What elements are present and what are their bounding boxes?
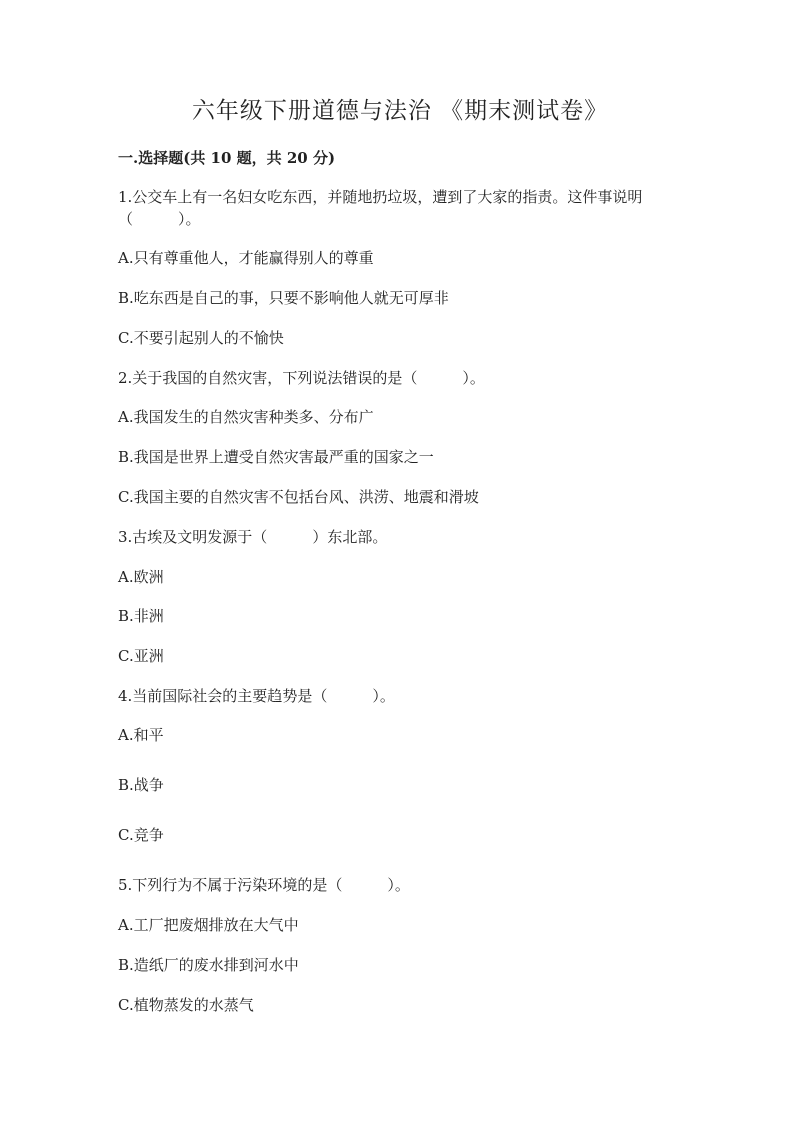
section-heading: 一.选择题(共 10 题，共 20 分) xyxy=(118,149,336,167)
question-1-text: 1.公交车上有一名妇女吃东西，并随地扔垃圾，遭到了大家的指责。这件事说明（ ）。 xyxy=(118,188,643,228)
question-5-option-c: C.植物蒸发的水蒸气 xyxy=(118,996,254,1014)
question-5-option-a: A.工厂把废烟排放在大气中 xyxy=(118,916,299,934)
question-5-option-b: B.造纸厂的废水排到河水中 xyxy=(118,956,299,974)
question-2-option-b: B.我国是世界上遭受自然灾害最严重的国家之一 xyxy=(118,448,434,466)
question-1-option-c: C.不要引起别人的不愉快 xyxy=(118,329,284,347)
question-4-option-c: C.竞争 xyxy=(118,826,164,844)
question-2-option-a: A.我国发生的自然灾害种类多、分布广 xyxy=(118,408,374,426)
question-2-text: 2.关于我国的自然灾害，下列说法错误的是（ ）。 xyxy=(118,369,485,387)
question-3-option-a: A.欧洲 xyxy=(118,568,164,586)
question-1-option-a: A.只有尊重他人，才能赢得别人的尊重 xyxy=(118,249,374,267)
question-3-option-c: C.亚洲 xyxy=(118,647,164,665)
question-3-text: 3.古埃及文明发源于（ ）东北部。 xyxy=(118,528,388,546)
question-4-option-a: A.和平 xyxy=(118,726,164,744)
question-4-text: 4.当前国际社会的主要趋势是（ ）。 xyxy=(118,687,395,705)
question-5-text: 5.下列行为不属于污染环境的是（ ）。 xyxy=(118,876,410,894)
question-1-option-b: B.吃东西是自己的事，只要不影响他人就无可厚非 xyxy=(118,289,449,307)
question-4-option-b: B.战争 xyxy=(118,776,164,794)
question-2-option-c: C.我国主要的自然灾害不包括台风、洪涝、地震和滑坡 xyxy=(118,488,479,506)
question-3-option-b: B.非洲 xyxy=(118,607,164,625)
page-title: 六年级下册道德与法治 《期末测试卷》 xyxy=(191,98,609,124)
